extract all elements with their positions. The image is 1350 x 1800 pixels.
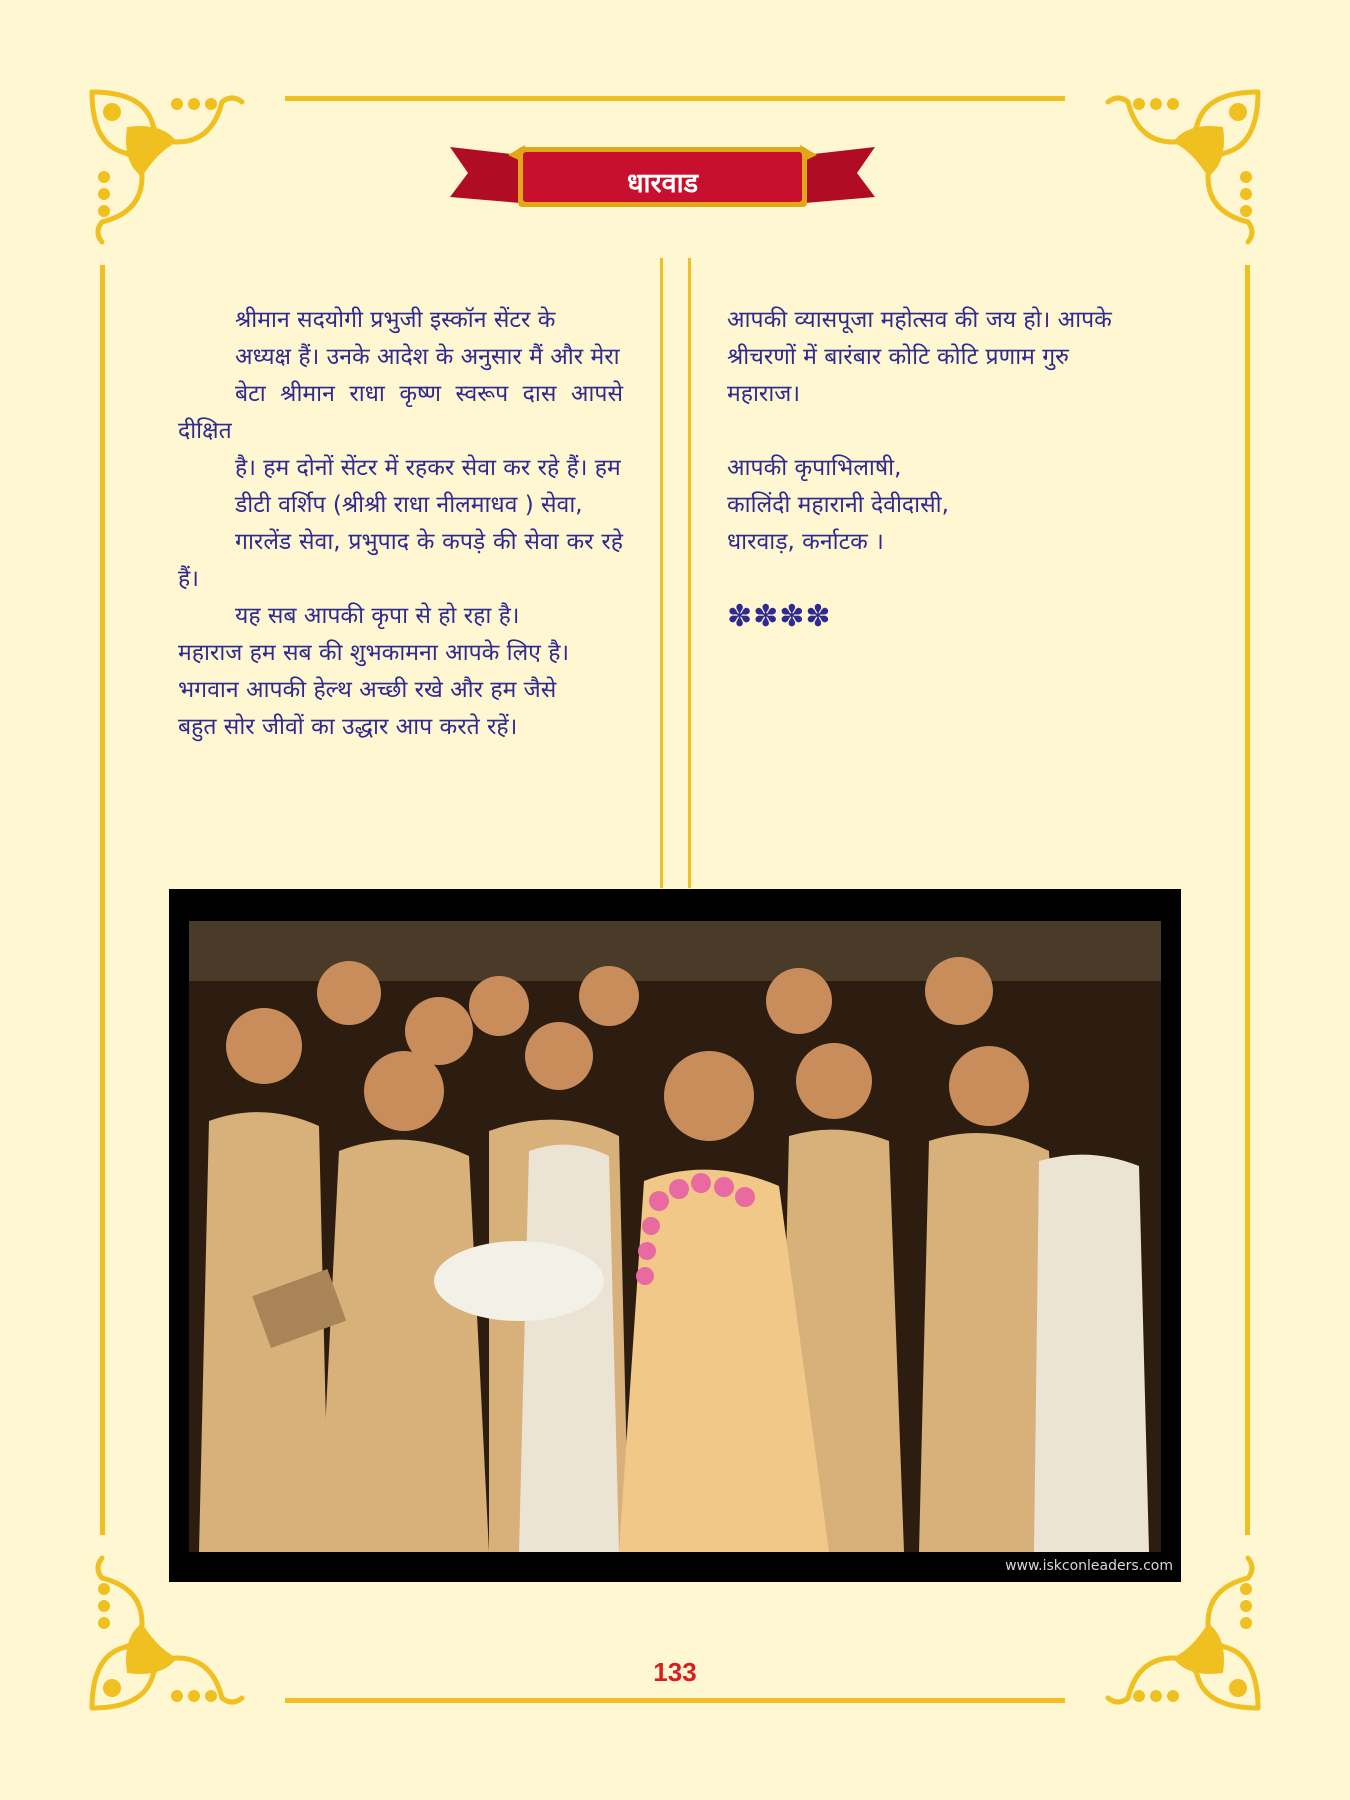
column-divider-left <box>660 258 663 888</box>
devotees-photo-icon <box>189 921 1161 1552</box>
right-border-line <box>1245 265 1250 1535</box>
title-banner <box>450 125 875 225</box>
photo-credit: www.iskconleaders.com <box>1005 1558 1173 1574</box>
spacer <box>727 561 1172 598</box>
text-line: आपकी व्यासपूजा महोत्सव की जय हो। आपके <box>727 307 1112 333</box>
banner-title: धारवाड <box>626 168 699 199</box>
text-line: डीटी वर्शिप (श्रीश्री राधा नीलमाधव ) सेवा, <box>235 492 583 518</box>
left-column-text <box>178 302 623 746</box>
text-line: श्रीचरणों में बारंबार कोटि कोटि प्रणाम गुरु <box>727 344 1069 370</box>
paragraph-1 <box>178 302 623 635</box>
text-line: गारलेंड सेवा, प्रभुपाद के कपड़े की सेवा कर रहे हैं। <box>178 529 623 592</box>
page-number: 133 <box>653 1657 697 1687</box>
column-divider-right <box>688 258 691 888</box>
spacer <box>727 413 1172 450</box>
left-border-line <box>100 265 105 1535</box>
group-photo <box>169 889 1181 1582</box>
signature-line: कालिंदी महारानी देवीदासी, <box>727 492 949 518</box>
paragraph-2 <box>178 635 623 746</box>
text-line: अध्यक्ष हैं। उनके आदेश के अनुसार मैं और मेरा <box>235 344 620 370</box>
top-border-line <box>285 96 1065 101</box>
photo-scene <box>189 921 1161 1552</box>
signature-block <box>727 450 1172 561</box>
right-column-text <box>727 302 1172 635</box>
signature-line: आपकी कृपाभिलाषी, <box>727 455 902 481</box>
separator-stars: ✽✽✽✽ <box>727 599 832 634</box>
blessing-paragraph <box>727 302 1172 413</box>
text-line: बहुत सोर जीवों का उद्धार आप करते रहें। <box>178 714 518 740</box>
corner-ornament-top-right-icon <box>1068 82 1268 282</box>
corner-ornament-top-left-icon <box>82 82 282 282</box>
bottom-border-line <box>285 1698 1065 1703</box>
text-line: श्रीमान सदयोगी प्रभुजी इस्कॉन सेंटर के <box>235 307 556 333</box>
text-line: महाराज हम सब की शुभकामना आपके लिए है। <box>178 640 570 666</box>
signature-line: धारवाड़, कर्नाटक । <box>727 529 884 555</box>
text-line: बेटा श्रीमान राधा कृष्ण स्वरूप दास आपसे दीक्षित <box>178 381 623 444</box>
text-line: है। हम दोनों सेंटर में रहकर सेवा कर रहे हैं। हम <box>235 455 621 481</box>
text-line: महाराज। <box>727 381 801 407</box>
text-line: यह सब आपकी कृपा से हो रहा है। <box>235 603 520 629</box>
text-line: भगवान आपकी हेल्थ अच्छी रखे और हम जैसे <box>178 677 557 703</box>
